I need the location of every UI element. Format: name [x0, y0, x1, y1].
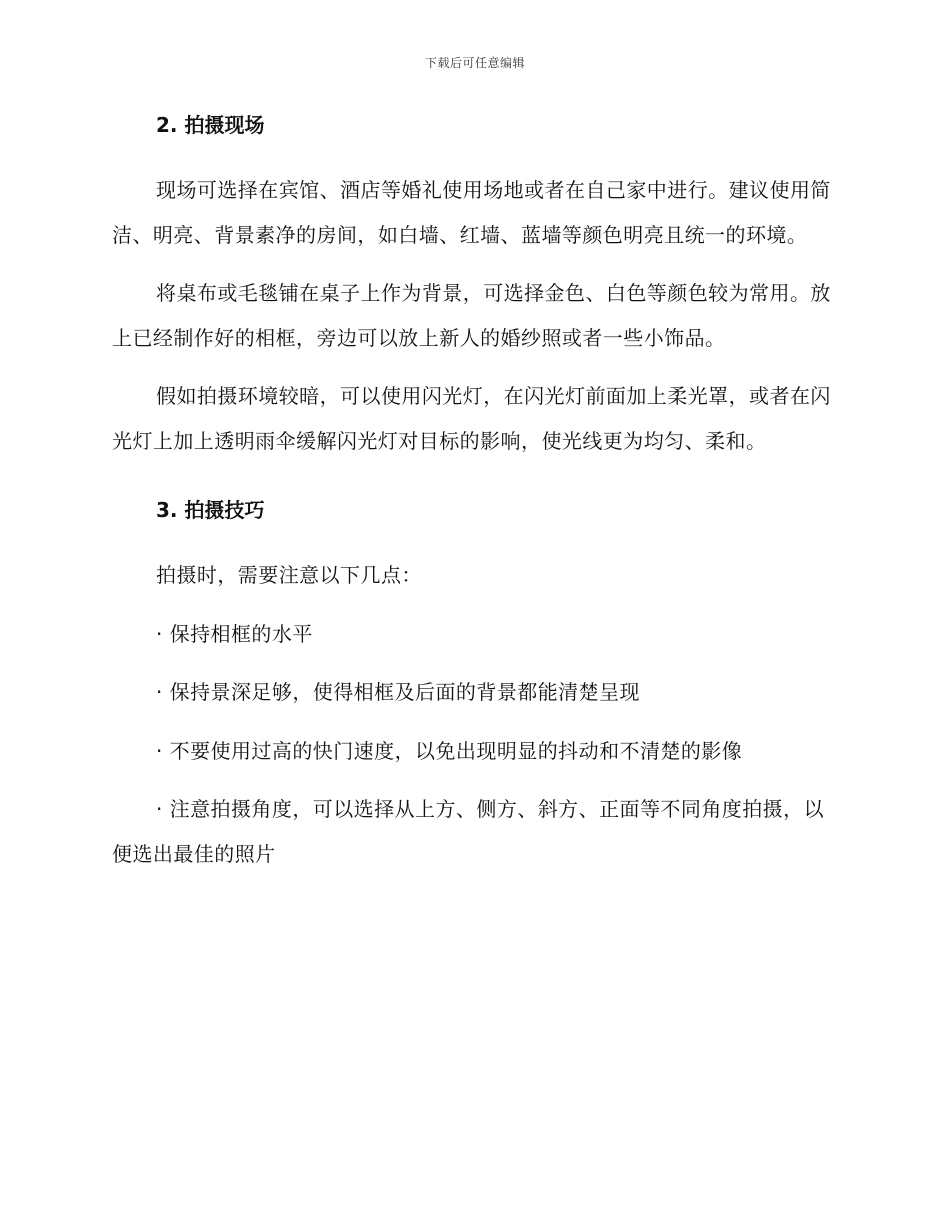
paragraph-background-setup: 将桌布或毛毯铺在桌子上作为背景，可选择金色、白色等颜色较为常用。放上已经制作好的相框，旁边可以放上新人的婚纱照或者一些小饰品。 — [112, 281, 831, 350]
section-heading-shooting-tips: 3. 拍摄技巧 — [156, 498, 265, 522]
bullet-item: · 不要使用过高的快门速度，以免出现明显的抖动和不清楚的影像 — [156, 738, 743, 763]
bullet-item: · 保持相框的水平 — [156, 621, 313, 646]
bullet-item: · 保持景深足够，使得相框及后面的背景都能清楚呈现 — [156, 680, 640, 704]
bullet-item: · 注意拍摄角度，可以选择从上方、侧方、斜方、正面等不同角度拍摄，以便选出最佳的照片 — [112, 797, 825, 866]
page-header-note: 下载后可任意编辑 — [424, 56, 525, 70]
document-body — [112, 110, 832, 876]
section-heading-shooting-site: 2. 拍摄现场 — [156, 113, 265, 137]
paragraph-venue-choice: 现场可选择在宾馆、酒店等婚礼使用场地或者在自己家中进行。建议使用简洁、明亮、背景素净的房间，如白墙、红墙、蓝墙等颜色明亮且统一的环境。 — [112, 178, 831, 247]
paragraph-tips-intro: 拍摄时，需要注意以下几点： — [156, 563, 422, 587]
paragraph-lighting: 假如拍摄环境较暗，可以使用闪光灯，在闪光灯前面加上柔光罩，或者在闪光灯上加上透明雨伞缓解闪光灯对目标的影响，使光线更为均匀、柔和。 — [112, 384, 831, 453]
